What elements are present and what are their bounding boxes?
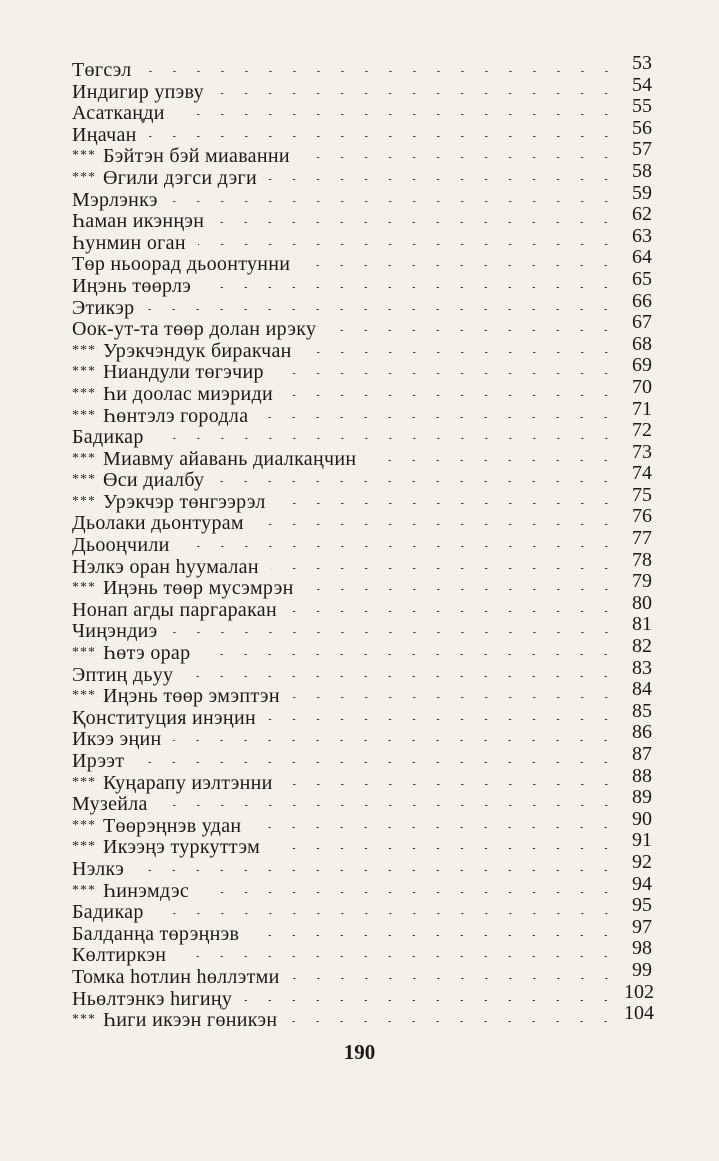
toc-entry-text: Ньөлтэнкэ һигиңу [72, 987, 233, 1010]
toc-entry-stars: *** [72, 839, 96, 855]
toc-entry [72, 850, 652, 881]
toc-entry-page: 68 [632, 332, 652, 355]
toc-entry-page: 65 [632, 267, 652, 290]
toc-entry-text: Икээңэ туркуттэм [103, 836, 261, 859]
toc-entry-stars: *** [72, 688, 96, 704]
toc-entry-title [72, 751, 124, 773]
toc-entry-text: Иңэнь төөрлэ [72, 274, 192, 297]
dot-leader [260, 417, 618, 418]
dot-leader [292, 697, 618, 698]
toc-entry-title [72, 665, 173, 687]
toc-entry-page: 104 [624, 1002, 654, 1025]
toc-entry-page: 88 [632, 764, 652, 787]
toc-entry [72, 613, 652, 643]
toc-entry [72, 721, 652, 751]
toc-entry-page: 62 [632, 203, 652, 226]
toc-entry-title [72, 989, 232, 1011]
toc-entry-text: Эптиң дьуу [72, 663, 174, 686]
toc-entry-page: 79 [632, 570, 652, 593]
dot-leader [276, 373, 618, 374]
dot-leader [144, 71, 618, 72]
toc-entry-page: 85 [632, 699, 652, 722]
toc-entry-text: Миавму айавань диалкаңчин [103, 447, 357, 470]
toc-entry [72, 894, 652, 924]
dot-leader [268, 719, 618, 720]
toc-entry-stars: *** [72, 364, 96, 380]
toc-entry-title [72, 103, 165, 125]
toc-entry [72, 699, 652, 730]
toc-entry [72, 591, 652, 622]
toc-entry-stars: *** [72, 148, 96, 164]
dot-leader [306, 589, 618, 590]
dot-leader [285, 395, 618, 396]
toc-entry-page: 56 [632, 116, 652, 139]
table-of-contents [72, 52, 654, 1032]
toc-entry [72, 656, 652, 687]
toc-entry [72, 483, 652, 514]
toc-entry-title [72, 298, 134, 320]
toc-entry [72, 95, 652, 125]
toc-entry-title [72, 211, 204, 233]
toc-entry [72, 419, 652, 449]
toc-entry-text: Һунмин оган [72, 231, 186, 254]
toc-entry [72, 958, 652, 989]
toc-entry-stars: *** [72, 882, 96, 898]
dot-leader [304, 352, 618, 353]
toc-entry-page: 66 [632, 289, 652, 312]
dot-leader [302, 157, 618, 158]
toc-entry [72, 354, 652, 384]
toc-entry [72, 937, 652, 967]
toc-entry-text: Һөнтэлэ городла [103, 404, 249, 427]
toc-entry [72, 915, 652, 946]
dot-leader [201, 892, 618, 893]
toc-entry-page: 81 [632, 613, 652, 636]
toc-entry-text: Мэрлэнкэ [72, 188, 158, 211]
toc-entry-page: 99 [632, 958, 652, 981]
dot-leader [136, 870, 618, 871]
toc-entry-stars: *** [72, 774, 96, 790]
toc-entry-page: 76 [632, 505, 652, 528]
toc-entry [72, 289, 652, 320]
toc-entry [72, 807, 652, 838]
toc-entry-stars: *** [72, 645, 96, 661]
toc-entry-text: Қонституция инэңин [72, 706, 256, 729]
toc-entry-stars: *** [72, 342, 96, 358]
toc-entry [72, 635, 652, 665]
toc-entry [72, 1002, 654, 1032]
toc-entry-title [72, 794, 148, 816]
toc-entry-page: 74 [632, 462, 652, 485]
toc-entry-text: Чиңэндиэ [72, 620, 158, 643]
toc-entry-page: 57 [632, 138, 652, 161]
toc-entry [72, 375, 652, 406]
toc-entry-title [72, 535, 170, 557]
dot-leader [302, 265, 618, 266]
toc-entry-stars: *** [72, 817, 96, 833]
toc-entry-page: 78 [632, 548, 652, 571]
toc-entry [72, 527, 652, 557]
toc-entry-title [72, 319, 316, 341]
toc-entry-text: Төр ньоорад дьоонтунни [72, 253, 291, 276]
toc-entry-text: Этикэр [72, 296, 135, 319]
toc-entry-stars: *** [72, 407, 96, 423]
toc-entry-text: Төгсэл [72, 59, 132, 81]
toc-entry-page: 102 [624, 980, 654, 1003]
dot-leader [216, 481, 618, 482]
toc-entry-title [72, 513, 244, 535]
toc-entry [72, 224, 652, 255]
toc-entry-page: 73 [632, 440, 652, 463]
dot-leader [173, 740, 618, 741]
toc-entry-text: Индигир упэву [72, 80, 204, 103]
toc-entry-page: 98 [632, 937, 652, 960]
dot-leader [272, 848, 618, 849]
toc-entry-title [72, 1010, 277, 1034]
toc-entry-page: 71 [632, 397, 652, 420]
toc-entry [72, 764, 652, 795]
toc-entry-page: 77 [632, 527, 652, 550]
toc-entry-stars: *** [72, 450, 96, 466]
toc-entry-page: 95 [632, 894, 652, 917]
toc-entry-page: 82 [632, 635, 652, 658]
toc-entry-title [72, 708, 256, 730]
toc-entry-stars: *** [72, 169, 96, 185]
dot-leader [136, 762, 618, 763]
dot-leader [289, 1021, 618, 1022]
toc-entry [72, 462, 652, 492]
toc-entry-page: 69 [632, 354, 652, 377]
toc-entry [72, 52, 652, 82]
dot-leader [198, 244, 618, 245]
toc-entry [72, 505, 652, 535]
toc-entry-title [72, 729, 161, 751]
toc-entry-title [72, 190, 158, 212]
toc-entry [72, 267, 652, 298]
toc-entry-page: 53 [632, 52, 652, 74]
toc-entry-text: Һиги икээн гөникэн [103, 1009, 278, 1032]
toc-entry [72, 116, 652, 147]
toc-entry-text: Нэлкэ оран һуумалан [72, 555, 259, 578]
toc-entry [72, 440, 652, 471]
dot-leader [216, 222, 618, 223]
toc-entry-page: 58 [632, 159, 652, 182]
toc-entry-title [72, 125, 137, 147]
toc-entry-page: 86 [632, 721, 652, 744]
toc-entry-stars: *** [72, 1012, 96, 1028]
toc-entry-text: Нонап агды паргаракан [72, 598, 277, 621]
toc-entry-page: 97 [632, 915, 652, 938]
dot-leader [177, 114, 618, 115]
dot-leader [269, 179, 618, 180]
toc-entry-stars: *** [72, 472, 96, 488]
dot-leader [170, 201, 618, 202]
toc-entry-page: 64 [632, 246, 652, 269]
dot-leader [285, 784, 618, 785]
dot-leader [156, 913, 618, 914]
toc-entry-page: 90 [632, 807, 652, 830]
toc-entry [72, 743, 652, 773]
toc-entry [72, 181, 652, 212]
toc-entry-page: 89 [632, 786, 652, 809]
toc-entry-title [72, 233, 186, 255]
toc-entry [72, 159, 652, 190]
toc-entry-page: 87 [632, 743, 652, 765]
toc-entry-page: 84 [632, 678, 652, 701]
toc-entry-text: Куңарапу иэлтэнни [103, 771, 273, 794]
toc-entry-title [72, 427, 144, 449]
toc-entry [72, 311, 652, 341]
toc-entry [72, 246, 652, 276]
dot-leader [160, 805, 618, 806]
toc-entry [72, 678, 652, 708]
toc-entry [72, 73, 652, 104]
toc-entry [72, 829, 652, 859]
toc-entry-text: Бэйтэн бэй миаванни [103, 145, 290, 168]
dot-leader [256, 524, 618, 525]
toc-entry-title [72, 276, 191, 298]
page-number: 190 [343, 1040, 376, 1064]
toc-entry-text: Өси диалбу [103, 469, 205, 492]
toc-entry-text: Төөрэңнэв удан [103, 814, 242, 837]
toc-entry-text: Һаман икэнңэн [72, 210, 205, 233]
toc-entry-page: 83 [632, 656, 652, 679]
toc-entry-text: Томка һотлин һөллэтми [72, 965, 280, 988]
toc-entry-text: Бадикар [72, 901, 144, 924]
toc-entry-title [72, 557, 259, 579]
toc-entry [72, 203, 652, 233]
toc-entry [72, 332, 652, 363]
toc-entry-stars: *** [72, 385, 96, 401]
toc-entry-stars: *** [72, 493, 96, 509]
toc-entry-text: Һөтэ орар [103, 642, 191, 665]
toc-entry-text: Ирээт [72, 750, 125, 772]
dot-leader [271, 568, 618, 569]
toc-entry-page: 91 [632, 829, 652, 852]
toc-entry-text: Музейла [72, 793, 148, 816]
toc-entry-title [72, 859, 124, 881]
toc-entry-text: Урэкчэндук биракчан [103, 339, 292, 362]
dot-leader [203, 287, 618, 288]
dot-leader [278, 503, 618, 504]
toc-entry-title [72, 621, 158, 643]
toc-entry-page: 80 [632, 591, 652, 614]
toc-entry [72, 397, 652, 428]
toc-entry-title [72, 82, 204, 104]
toc-entry-page: 67 [632, 311, 652, 334]
toc-entry-page: 94 [632, 872, 652, 895]
toc-entry [72, 980, 654, 1011]
dot-leader [146, 309, 618, 310]
toc-entry-text: Дьооңчили [72, 534, 170, 557]
toc-entry-text: Иңэнь төөр мусэмрэн [103, 577, 294, 600]
dot-leader [292, 978, 618, 979]
dot-leader [251, 935, 618, 936]
toc-entry-page: 55 [632, 95, 652, 118]
toc-entry-stars: *** [72, 580, 96, 596]
toc-entry-page: 54 [632, 73, 652, 96]
toc-entry-text: Икээ эңин [72, 728, 162, 751]
toc-entry [72, 548, 652, 579]
dot-leader [182, 546, 618, 547]
toc-entry-text: Ниандули төгэчир [103, 361, 264, 384]
dot-leader [202, 654, 618, 655]
toc-entry-text: Оок-ут-та төөр долан ирэку [72, 318, 317, 341]
toc-entry-page: 92 [632, 850, 652, 873]
toc-entry-text: Һи доолас миэриди [103, 382, 273, 405]
dot-leader [156, 438, 618, 439]
toc-entry-title [72, 967, 280, 989]
dot-leader [185, 676, 618, 677]
toc-entry [72, 138, 652, 168]
toc-entry-text: Иңачан [72, 123, 137, 146]
toc-entry-text: Көлтиркэн [72, 944, 167, 967]
toc-entry-page: 59 [632, 181, 652, 204]
dot-leader [244, 1000, 618, 1001]
toc-entry-text: Һинэмдэс [103, 879, 190, 902]
toc-entry-title [72, 924, 239, 946]
dot-leader [289, 611, 618, 612]
dot-leader [328, 330, 618, 331]
toc-entry-title [72, 254, 290, 276]
dot-leader [368, 460, 618, 461]
toc-entry [72, 872, 652, 903]
dot-leader [216, 93, 618, 94]
toc-entry-title [72, 902, 144, 924]
toc-entry-page: 63 [632, 224, 652, 247]
toc-entry [72, 786, 652, 816]
dot-leader [170, 632, 618, 633]
toc-entry-text: Урэкчэр төнгээрэл [103, 490, 266, 513]
toc-entry-page: 72 [632, 419, 652, 442]
dot-leader [149, 136, 618, 137]
toc-entry-title [72, 60, 132, 82]
toc-entry-title [72, 600, 277, 622]
toc-entry-page: 70 [632, 375, 652, 398]
toc-entry-text: Өгили дэгси дэги [103, 166, 258, 189]
toc-entry-page: 75 [632, 483, 652, 506]
toc-entry-text: Балданңа төрэңнэв [72, 922, 240, 945]
toc-entry-text: Бадикар [72, 426, 144, 449]
toc-entry-text: Асаткаңди [72, 102, 165, 125]
toc-entry-text: Нэлкэ [72, 857, 125, 880]
toc-entry-text: Иңэнь төөр эмэптэн [103, 685, 280, 708]
toc-entry [72, 570, 652, 600]
dot-leader [253, 827, 618, 828]
toc-entry-title [72, 945, 166, 967]
toc-entry-text: Дьолаки дьонтурам [72, 512, 244, 535]
dot-leader [178, 956, 618, 957]
